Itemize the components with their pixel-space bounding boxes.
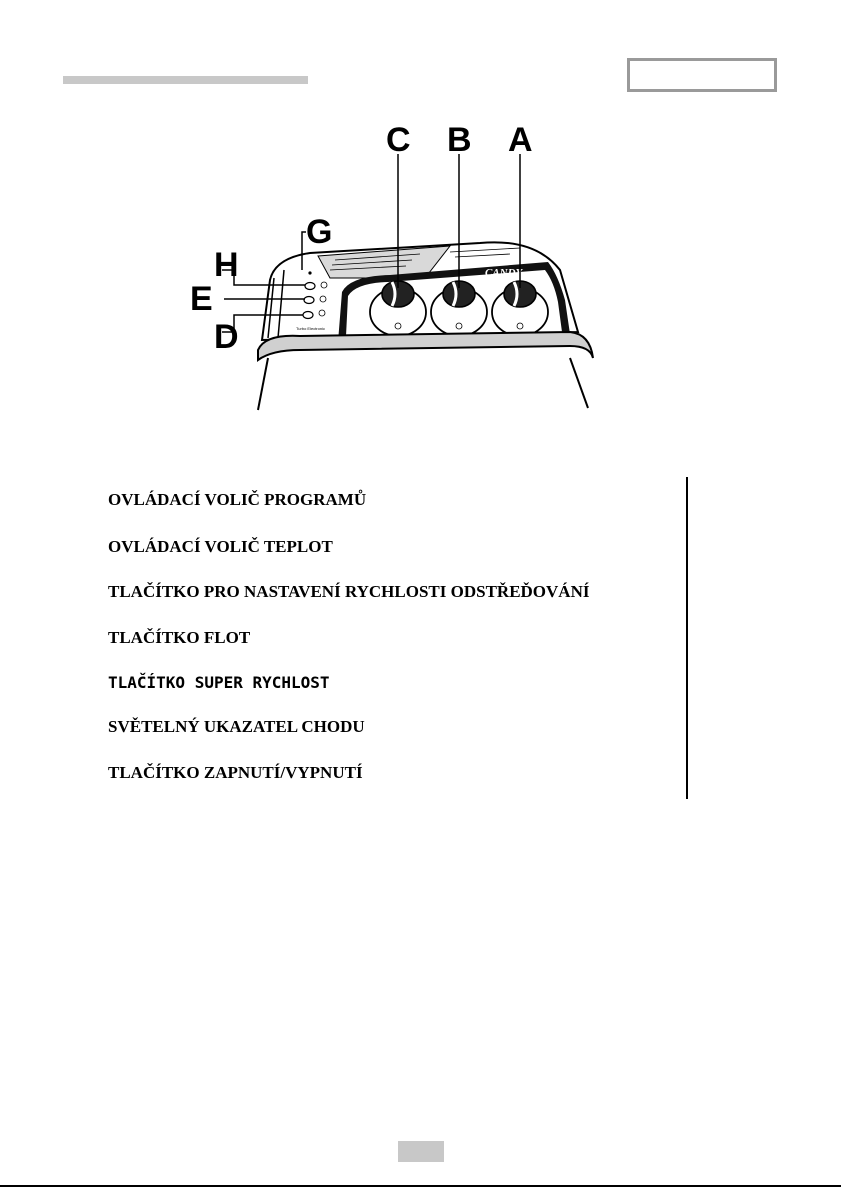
panel-label: Turbo Electronic: [296, 326, 325, 331]
header-label-box: [627, 58, 777, 92]
header-rule: [63, 76, 308, 84]
legend-item-flot-button: TLAČÍTKO FLOT: [108, 628, 251, 647]
legend-item-run-indicator: SVĚTELNÝ UKAZATEL CHODU: [108, 717, 365, 736]
legend-item-power-button: TLAČÍTKO ZAPNUTÍ/VYPNUTÍ: [108, 763, 363, 782]
control-panel-illustration: [150, 110, 670, 420]
callout-a: A: [508, 121, 533, 159]
callout-e: E: [190, 280, 213, 318]
control-panel-diagram: [150, 110, 670, 420]
page-number-box: [398, 1141, 444, 1162]
legend-divider: [686, 477, 688, 799]
page-bottom-edge: [0, 1185, 841, 1187]
callout-h: H: [214, 246, 239, 284]
callout-g: G: [306, 213, 333, 251]
callout-b: B: [447, 121, 472, 159]
callout-c: C: [386, 121, 411, 159]
legend-item-spin-speed-button: TLAČÍTKO PRO NASTAVENÍ RYCHLOSTI ODSTŘEĎOVÁNÍ: [108, 582, 590, 601]
legend-item-program-selector: OVLÁDACÍ VOLIČ PROGRAMŮ: [108, 490, 367, 509]
legend-item-super-speed-button: TLAČÍTKO SUPER RYCHLOST: [108, 673, 330, 692]
callout-d: D: [214, 318, 239, 356]
brand-logo: CANDY: [485, 267, 523, 279]
legend-item-temperature-selector: OVLÁDACÍ VOLIČ TEPLOT: [108, 537, 333, 556]
